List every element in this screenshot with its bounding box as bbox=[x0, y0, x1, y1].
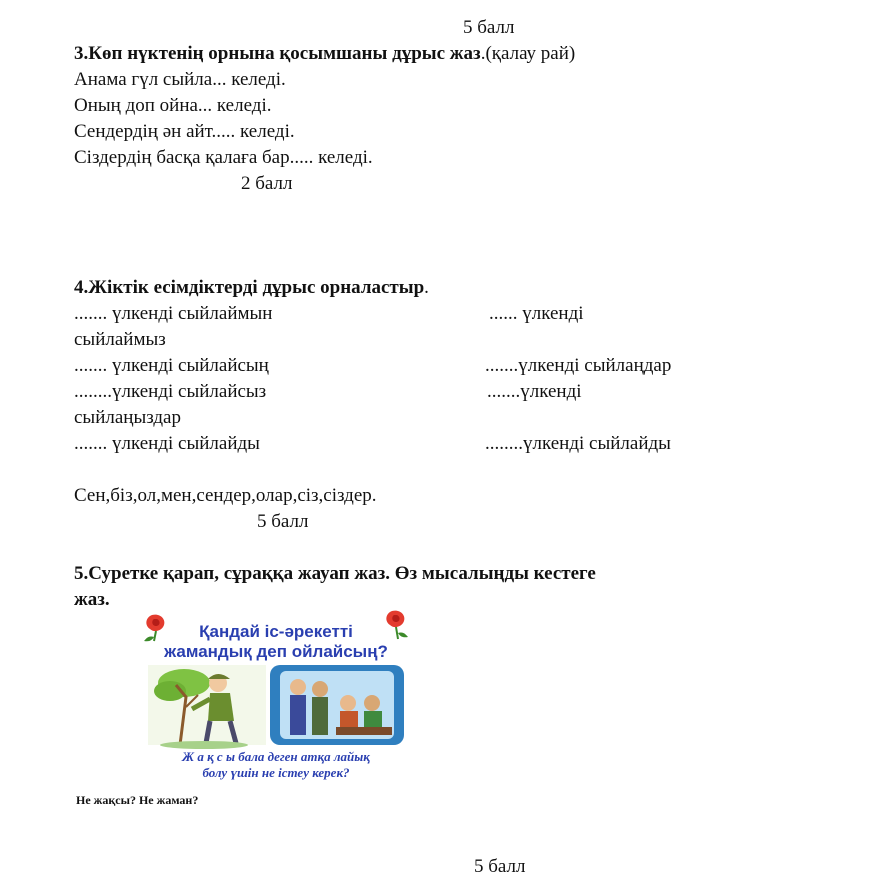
image-caption-2: болу үшін не істеу керек? bbox=[202, 765, 350, 780]
q4-title-bold: 4.Жіктік есімдіктерді дұрыс орналастыр bbox=[74, 277, 425, 298]
q3-line-1: Анама гүл сыйла... келеді. bbox=[74, 69, 286, 90]
q3-title-rest: .(қалау рай) bbox=[480, 43, 576, 64]
q4-wrap-1: сыйлаймыз bbox=[74, 329, 166, 350]
q3-line-3: Сендердің ән айт..... келеді. bbox=[74, 121, 295, 142]
q4-title bbox=[74, 276, 429, 300]
score-top: 5 балл bbox=[463, 17, 515, 38]
score-bottom: 5 балл bbox=[474, 856, 526, 877]
q4-right-4: ........үлкенді сыйлайды bbox=[485, 433, 671, 454]
image-caption-1: Ж а қ с ы бала деген атқа лайық bbox=[182, 749, 370, 764]
q5-title-line-1: 5.Суретке қарап, сұраққа жауап жаз. Өз мысалыңды кестеге bbox=[74, 563, 596, 584]
q4-left-4: ....... үлкенді сыйлайды bbox=[74, 433, 260, 454]
q3-title-bold: 3.Көп нүктенің орнына қосымшаны дұрыс жаз bbox=[74, 43, 481, 64]
q4-left-1: ....... үлкенді сыйлаймын bbox=[74, 303, 273, 324]
right-scene bbox=[270, 665, 404, 745]
q3-score: 2 балл bbox=[241, 173, 293, 194]
image-title-1: Қандай іс-әрекетті bbox=[199, 622, 353, 641]
q5-title-line-2: жаз. bbox=[74, 589, 110, 610]
q4-title-rest: . bbox=[424, 277, 429, 298]
q4-left-3: ........үлкенді сыйлайсыз bbox=[74, 381, 267, 402]
q3-line-2: Оның доп ойна... келеді. bbox=[74, 95, 272, 116]
q5-illustration bbox=[140, 607, 412, 783]
q3-title bbox=[74, 42, 575, 66]
q4-right-2: .......үлкенді сыйлаңдар bbox=[485, 355, 672, 376]
q3-line-4: Сіздердің басқа қалаға бар..... келеді. bbox=[74, 147, 373, 168]
q5-small-text: Не жақсы? Не жаман? bbox=[76, 793, 199, 807]
image-title-2: жамандық деп ойлайсың? bbox=[164, 642, 388, 661]
q4-left-2: ....... үлкенді сыйлайсың bbox=[74, 355, 269, 376]
q4-score: 5 балл bbox=[257, 511, 309, 532]
q4-wrap-2: сыйлаңыздар bbox=[74, 407, 181, 428]
left-scene bbox=[148, 665, 266, 749]
q4-right-1: ...... үлкенді bbox=[489, 303, 584, 324]
q4-pronouns: Сен,біз,ол,мен,сендер,олар,сіз,сіздер. bbox=[74, 485, 377, 506]
q4-right-3: .......үлкенді bbox=[487, 381, 582, 402]
